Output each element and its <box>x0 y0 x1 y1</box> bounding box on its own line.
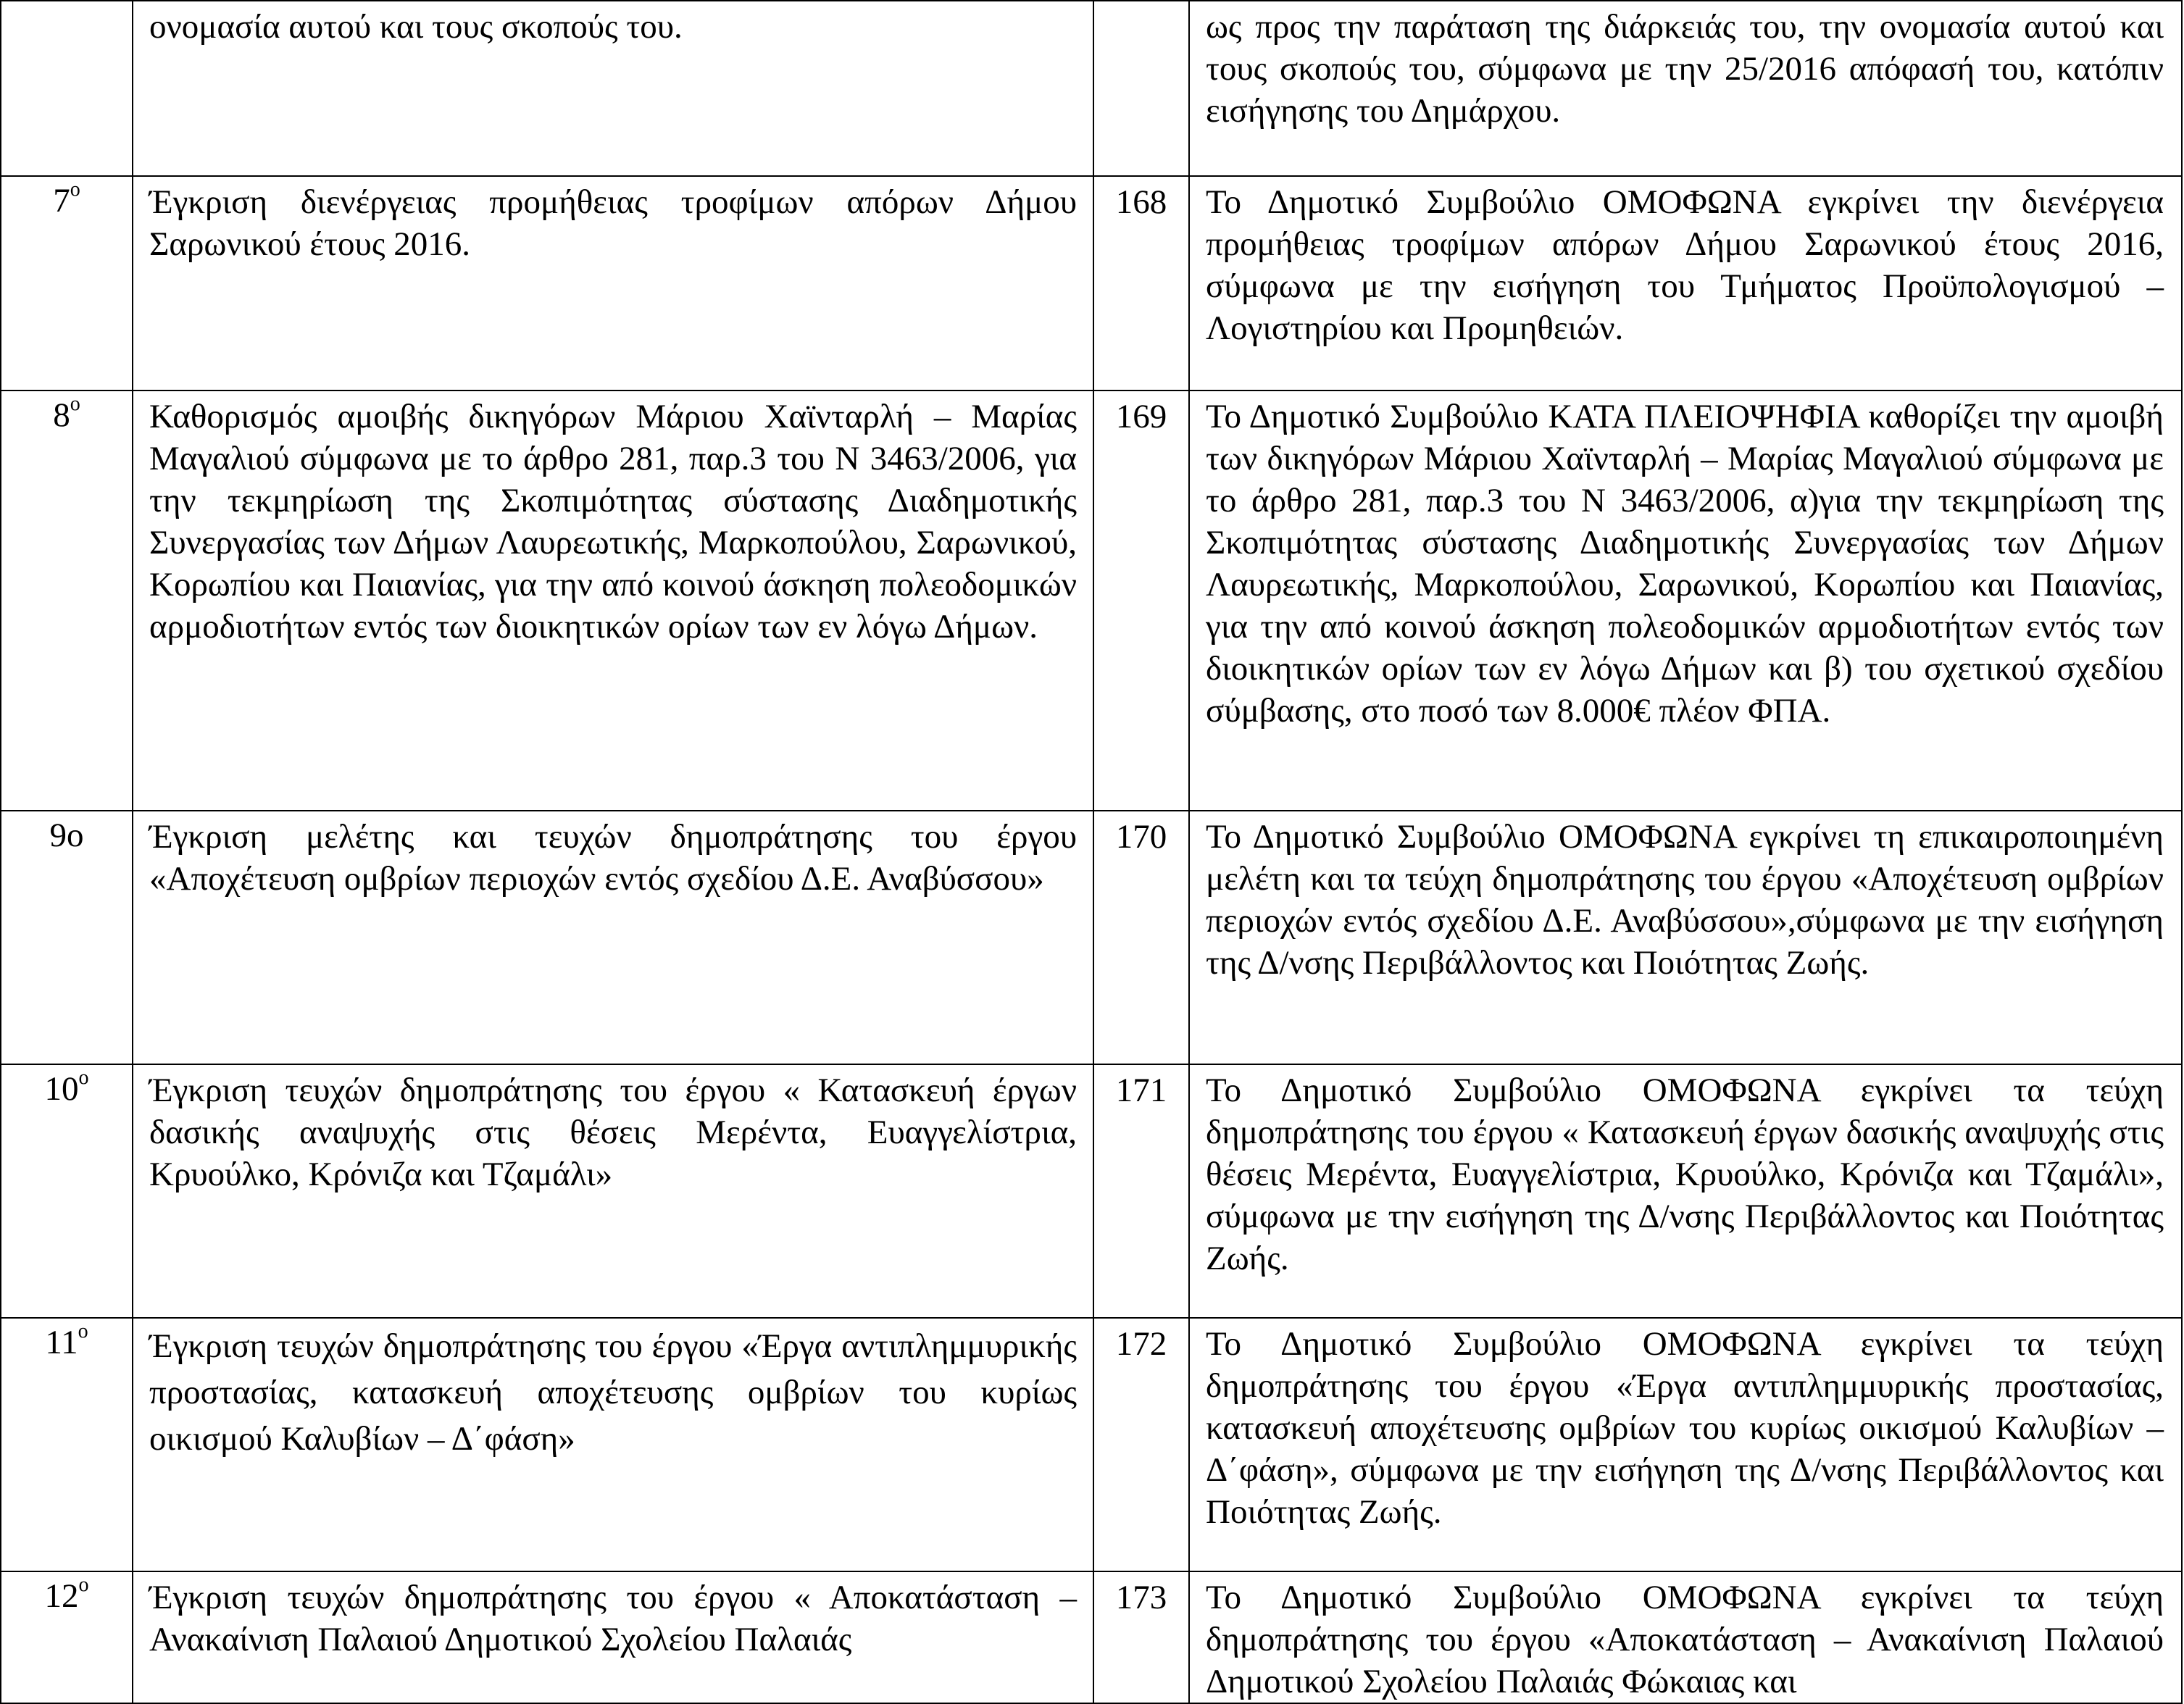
table-row <box>1 390 2182 811</box>
decision-number-cell <box>1093 1571 1189 1703</box>
item-number-ordinal: ο <box>78 1066 89 1089</box>
table-row <box>1 1571 2182 1703</box>
resolution-cell <box>1189 1318 2182 1571</box>
subject-cell <box>133 176 1093 390</box>
item-number-ordinal: ο <box>78 1320 88 1342</box>
subject-cell <box>133 811 1093 1064</box>
subject-cell <box>133 1318 1093 1571</box>
item-number: 10 <box>44 1070 79 1108</box>
subject-cell <box>133 1571 1093 1703</box>
table-row <box>1 1318 2182 1571</box>
item-number: 11 <box>45 1324 78 1361</box>
table-row <box>1 1 2182 176</box>
resolution-cell <box>1189 1571 2182 1703</box>
resolution-text: Το Δημοτικό Συμβούλιο ΚΑΤΑ ΠΛΕΙΟΨΗΦΙΑ καθορίζει την αμοιβή των δικηγόρων Μάριου Χαϊνταρλή – Μαρίας Μαγαλιού σύμφωνα με το άρθρο 281, παρ.3 του Ν 3463/2006, α)για την τεκμηρίωση της Σκοπιμότητας σύστασης Διαδημοτικής Συνεργασίας των Δήμων Λαυρεωτικής, Μαρκοπούλου, Σαρωνικού, Κορωπίου και Παιανίας, για την από κοινού άσκηση πολεοδομικών αρμοδιοτήτων εντός των διοικητικών ορίων των εν λόγω Δήμων και β) του σχετικού σχεδίου σύμβασης, στο ποσό των 8.000€ πλέον ΦΠΑ. <box>1206 398 2164 730</box>
table-row <box>1 176 2182 390</box>
item-number: 12 <box>44 1577 79 1615</box>
item-number-cell <box>1 176 133 390</box>
item-number-ordinal: ο <box>70 393 80 415</box>
decision-number-cell <box>1093 390 1189 811</box>
decision-number: 172 <box>1115 1325 1167 1363</box>
subject-text: Έγκριση μελέτης και τευχών δημοπράτησης του έργου «Αποχέτευση ομβρίων περιοχών εντός σχεδίου Δ.Ε. Αναβύσσου» <box>149 818 1077 898</box>
subject-cell <box>133 1064 1093 1318</box>
item-number: 8 <box>53 396 70 434</box>
item-number-cell <box>1 1 133 176</box>
resolution-text: Το Δημοτικό Συμβούλιο ΟΜΟΦΩΝΑ εγκρίνει τα τεύχη δημοπράτησης του έργου «Αποκατάσταση – Ανακαίνιση Παλαιού Δημοτικού Σχολείου Παλαιάς Φώκαιας και <box>1206 1579 2164 1700</box>
table-row <box>1 1064 2182 1318</box>
resolution-text: ως προς την παράταση της διάρκειάς του, την ονομασία αυτού και τους σκοπούς του, σύμφωνα με την 25/2016 απόφασή του, κατόπιν εισήγησης του Δημάρχου. <box>1206 8 2164 130</box>
decision-number-cell <box>1093 1 1189 176</box>
decision-number-cell <box>1093 811 1189 1064</box>
resolution-text: Το Δημοτικό Συμβούλιο ΟΜΟΦΩΝΑ εγκρίνει την διενέργεια προμήθειας τροφίμων απόρων Δήμου Σαρωνικού έτους 2016, σύμφωνα με την εισήγηση του Τμήματος Προϋπολογισμού – Λογιστηρίου και Προμηθειών. <box>1206 183 2164 347</box>
item-number-cell <box>1 390 133 811</box>
item-number-cell <box>1 811 133 1064</box>
resolution-text: Το Δημοτικό Συμβούλιο ΟΜΟΦΩΝΑ εγκρίνει τη επικαιροποιημένη μελέτη και τα τεύχη δημοπράτησης του έργου «Αποχέτευση ομβρίων περιοχών εντός σχεδίου Δ.Ε. Αναβύσσου»,σύμφωνα με την εισήγηση της Δ/νσης Περιβάλλοντος και Ποιότητας Ζωής. <box>1206 818 2164 982</box>
decision-number: 170 <box>1115 818 1167 856</box>
decision-number: 173 <box>1115 1579 1167 1616</box>
subject-text: Έγκριση τευχών δημοπράτησης του έργου « Κατασκευή έργων δασικής αναψυχής στις θέσεις Μερέντα, Ευαγγελίστρια, Κρυούλκο, Κρόνιζα και Τζαμάλι» <box>149 1072 1077 1193</box>
resolution-cell <box>1189 1064 2182 1318</box>
resolution-cell <box>1189 390 2182 811</box>
item-number-cell <box>1 1571 133 1703</box>
resolution-cell <box>1189 176 2182 390</box>
item-number: 9ο <box>49 816 84 854</box>
decision-number: 169 <box>1115 398 1167 435</box>
resolution-cell <box>1189 1 2182 176</box>
item-number-cell <box>1 1064 133 1318</box>
subject-text: Έγκριση διενέργειας προμήθειας τροφίμων απόρων Δήμου Σαρωνικού έτους 2016. <box>149 183 1077 263</box>
subject-text: ονομασία αυτού και τους σκοπούς του. <box>149 8 683 46</box>
table-row <box>1 811 2182 1064</box>
decision-number: 171 <box>1115 1072 1167 1109</box>
resolution-cell <box>1189 811 2182 1064</box>
item-number: 7 <box>53 182 70 220</box>
resolution-text: Το Δημοτικό Συμβούλιο ΟΜΟΦΩΝΑ εγκρίνει τα τεύχη δημοπράτησης του έργου « Κατασκευή έργων δασικής αναψυχής στις θέσεις Μερέντα, Ευαγγελίστρια, Κρυούλκο, Κρόνιζα και Τζαμάλι», σύμφωνα με την εισήγηση της Δ/νσης Περιβάλλοντος και Ποιότητας Ζωής. <box>1206 1072 2164 1277</box>
decision-number: 168 <box>1115 183 1167 221</box>
subject-text: Έγκριση τευχών δημοπράτησης του έργου «Έργα αντιπλημμυρικής προστασίας, κατασκευή αποχέτευσης ομβρίων του κυρίως οικισμού Καλυβίων – Δ΄φάση» <box>149 1327 1077 1458</box>
subject-cell <box>133 390 1093 811</box>
decision-number-cell <box>1093 1064 1189 1318</box>
resolution-text: Το Δημοτικό Συμβούλιο ΟΜΟΦΩΝΑ εγκρίνει τα τεύχη δημοπράτησης του έργου «Έργα αντιπλημμυρικής προστασίας, κατασκευή αποχέτευσης ομβρίων του κυρίως οικισμού Καλυβίων – Δ΄φάση», σύμφωνα με την εισήγηση της Δ/νσης Περιβάλλοντος και Ποιότητας Ζωής. <box>1206 1325 2164 1531</box>
item-number-cell <box>1 1318 133 1571</box>
subject-cell <box>133 1 1093 176</box>
decision-number-cell <box>1093 176 1189 390</box>
decision-number-cell <box>1093 1318 1189 1571</box>
subject-text: Έγκριση τευχών δημοπράτησης του έργου « Αποκατάσταση – Ανακαίνιση Παλαιού Δημοτικού Σχολείου Παλαιάς <box>149 1579 1077 1658</box>
subject-text: Καθορισμός αμοιβής δικηγόρων Μάριου Χαϊνταρλή – Μαρίας Μαγαλιού σύμφωνα με το άρθρο 281, παρ.3 του Ν 3463/2006, για την τεκμηρίωση της Σκοπιμότητας σύστασης Διαδημοτικής Συνεργασίας των Δήμων Λαυρεωτικής, Μαρκοπούλου, Σαρωνικού, Κορωπίου και Παιανίας, για την από κοινού άσκηση πολεοδομικών αρμοδιοτήτων εντός των διοικητικών ορίων των εν λόγω Δήμων. <box>149 398 1077 646</box>
item-number-ordinal: ο <box>70 178 80 201</box>
item-number-ordinal: ο <box>78 1574 89 1596</box>
